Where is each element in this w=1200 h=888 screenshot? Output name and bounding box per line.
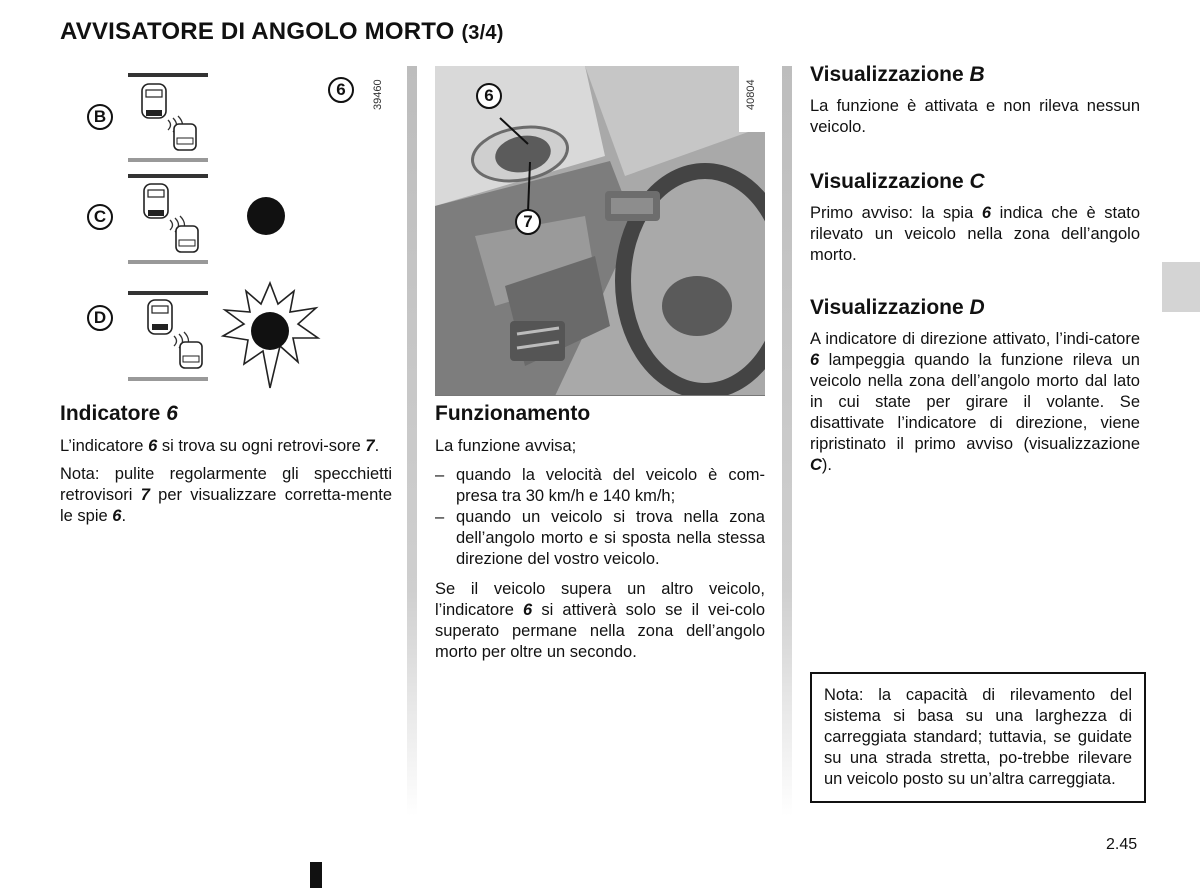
note-text: Nota: la capacità di rilevamento del sistema si basa su una larghezza di carreggiata standard; tuttavia, se guidate su una strada stretta, po-trebbe rilevare un veicolo posto su un’altra carreggiata. <box>824 686 1132 788</box>
paragraph: Primo avviso: la spia 6 indica che è stato rilevato un veicolo nella zona dell’angolo morto. <box>810 204 1141 264</box>
page-title-part: (3/4) <box>461 22 504 44</box>
callout-7-badge: 7 <box>515 209 541 235</box>
label-d-badge: D <box>87 305 113 331</box>
page-title <box>60 18 504 46</box>
section-heading: Funzionamento <box>435 402 591 425</box>
list-item: – quando la velocità del veicolo è com-presa tra 30 km/h e 140 km/h; <box>435 465 765 507</box>
display-b-section <box>810 63 1140 138</box>
car-interior-photo <box>435 66 765 396</box>
paragraph: La funzione avvisa; <box>435 437 577 455</box>
section-heading: Visualizzazione B <box>810 63 985 86</box>
paragraph: L’indicatore 6 si trova su ogni retrovi-sore 7. <box>60 437 380 455</box>
row-c-illustration <box>128 176 285 262</box>
bullet-list <box>435 465 765 570</box>
label-b-badge: B <box>87 104 113 130</box>
column-divider <box>782 66 792 816</box>
paragraph: Nota: pulite regolarmente gli specchietti retrovisori 7 per visualizzare corretta-mente le spie 6. <box>60 465 393 525</box>
section-heading: Visualizzazione C <box>810 170 985 193</box>
operation-section <box>435 402 765 663</box>
note-box <box>810 672 1146 803</box>
paragraph: La funzione è attivata e non rileva nessun veicolo. <box>810 97 1140 136</box>
paragraph: A indicatore di direzione attivato, l’indi-catore 6 lampeggia quando la funzione rileva un veicolo nella zona dell’angolo morto dal lato in cui state per girare il volante. Se disattivate l’indicatore di direzione, viene ripristinato il primo avviso (visualizzazione C). <box>810 330 1140 474</box>
row-d-illustration <box>128 283 318 388</box>
row-b-illustration <box>128 75 208 160</box>
heading-text: Indicatore <box>60 402 167 425</box>
indicator-section <box>60 402 392 527</box>
column-divider <box>407 66 417 816</box>
callout-6-badge: 6 <box>476 83 502 109</box>
heading-number: 6 <box>166 402 178 425</box>
blind-spot-states-figure <box>60 66 390 391</box>
section-heading <box>60 402 392 426</box>
section-heading: Visualizzazione D <box>810 296 985 319</box>
display-c-section <box>810 170 1140 266</box>
figure-code: 39460 <box>372 79 384 110</box>
callout-6-badge: 6 <box>328 77 354 103</box>
chapter-tab <box>1162 262 1200 312</box>
label-c-badge: C <box>87 204 113 230</box>
page-title-main: AVVISATORE DI ANGOLO MORTO <box>60 18 455 45</box>
page-number: 2.45 <box>1106 836 1138 853</box>
display-d-section <box>810 296 1140 476</box>
print-mark <box>310 862 322 888</box>
car-interior-drawing <box>435 66 765 396</box>
paragraph: Se il veicolo supera un altro veicolo, l’indicatore 6 si attiverà solo se il vei-colo superato permane nella zona dell’angolo morto per oltre un secondo. <box>435 580 765 661</box>
figure-code: 40804 <box>745 79 757 110</box>
list-item: – quando un veicolo si trova nella zona dell’angolo morto e si sposta nella stessa direzione del vostro veicolo. <box>435 507 765 570</box>
